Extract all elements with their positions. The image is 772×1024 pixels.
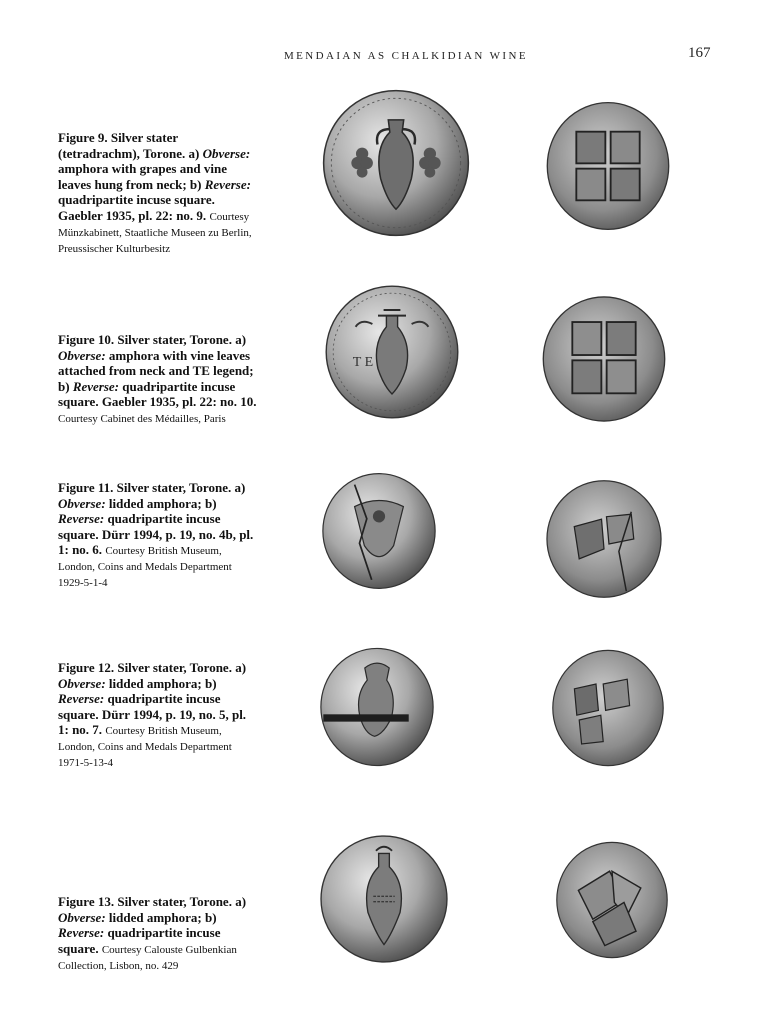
figure-12-caption xyxy=(58,660,258,770)
figure-12-title: Figure 12. Silver stater, Torone. xyxy=(58,660,232,675)
figure-10-reverse-coin xyxy=(538,288,670,430)
figure-9-reverse-text: quadripartite incuse square. Gaebler 1935, pl. 22: no. 9. xyxy=(58,192,215,223)
figure-13-obverse-prefix: a) xyxy=(235,894,247,909)
figure-12-obverse-prefix: a) xyxy=(235,660,247,675)
figure-11-reverse-label: Reverse: xyxy=(58,511,105,526)
figure-13-obverse-label: Obverse: xyxy=(58,909,106,925)
figure-11-obverse-coin xyxy=(318,468,440,594)
figure-11-title: Figure 11. Silver stater, Torone. xyxy=(58,480,232,495)
figure-10-reverse-label: Reverse: xyxy=(72,378,120,394)
figure-12-reverse-text: quadripartite incuse square. Dürr 1994, p. 19, no. 5, pl. 1: no. 7. xyxy=(58,691,247,737)
figure-9-reverse-label: Reverse: xyxy=(204,176,251,192)
running-head: MENDAIAN AS CHALKIDIAN WINE xyxy=(284,50,528,62)
figure-9-obverse-label: Obverse: xyxy=(202,145,251,161)
figure-10-credit: Courtesy Cabinet des Médailles, Paris xyxy=(58,412,226,425)
figure-13-reverse-text: quadripartite incuse square. xyxy=(58,925,221,956)
figure-10-obverse-text: amphora with vine leaves attached from neck and TE legend; b) xyxy=(58,347,254,394)
figure-9-reverse-coin xyxy=(542,92,674,240)
figure-11-obverse-text: lidded amphora; xyxy=(108,495,202,511)
figure-10-title: Figure 10. Silver stater, Torone. xyxy=(58,332,232,347)
figure-9-obverse-text: amphora with grapes and vine leaves hung from neck; b) xyxy=(58,161,228,192)
figure-13-obverse-coin xyxy=(316,832,452,966)
figure-10-reverse-text: quadripartite incuse square. Gaebler 1935, pl. 22: no. 10. xyxy=(58,378,257,409)
figure-13-reverse-coin xyxy=(552,830,672,970)
figure-11-reverse-text: quadripartite incuse square. Dürr 1994, p. 19, no. 4b, pl. 1: no. 6. xyxy=(58,511,254,557)
figure-12-reverse-coin xyxy=(548,640,668,776)
page-number: 167 xyxy=(688,45,711,61)
figure-9-obverse-coin xyxy=(318,86,474,240)
figure-12-credit: Courtesy British Museum, London, Coins and Medals Department 1971-5-13-4 xyxy=(58,725,232,769)
figure-13-credit: Courtesy Calouste Gulbenkian Collection, Lisbon, no. 429 xyxy=(58,943,237,972)
figure-12-obverse-coin xyxy=(316,638,438,776)
figure-12-reverse-prefix: b) xyxy=(204,675,217,691)
figure-12-reverse-label: Reverse: xyxy=(58,691,105,706)
figure-9-obverse-prefix: a) xyxy=(188,145,200,161)
figure-11-reverse-prefix: b) xyxy=(204,495,217,511)
figure-10-coin-legend: T E xyxy=(352,355,374,370)
figure-10-obverse-prefix: a) xyxy=(235,332,247,347)
figure-11-credit: Courtesy British Museum, London, Coins and Medals Department 1929-5-1-4 xyxy=(58,545,232,589)
figure-11-obverse-label: Obverse: xyxy=(58,495,106,511)
figure-13-reverse-prefix: b) xyxy=(204,909,217,925)
figure-9-title: Figure 9. Silver stater (tetradrachm), Torone. xyxy=(58,130,186,161)
figure-10-obverse-label: Obverse: xyxy=(58,347,106,363)
figure-11-obverse-prefix: a) xyxy=(234,480,246,495)
figure-12-obverse-text: lidded amphora; xyxy=(108,675,202,691)
figure-13-obverse-text: lidded amphora; xyxy=(108,909,202,925)
figure-9-credit: Courtesy Münzkabinett, Staatliche Museen zu Berlin, Preussischer Kulturbesitz xyxy=(58,210,252,255)
figure-12-obverse-label: Obverse: xyxy=(58,675,106,691)
figure-11-reverse-coin xyxy=(542,476,666,602)
figure-13-reverse-label: Reverse: xyxy=(58,925,105,940)
figure-13-title: Figure 13. Silver stater, Torone. xyxy=(58,894,232,909)
figure-9-caption xyxy=(58,130,258,256)
figure-11-caption xyxy=(58,480,258,590)
figure-10-obverse-coin xyxy=(316,282,468,422)
figure-13-caption xyxy=(58,894,258,973)
figure-10-caption xyxy=(58,332,258,426)
